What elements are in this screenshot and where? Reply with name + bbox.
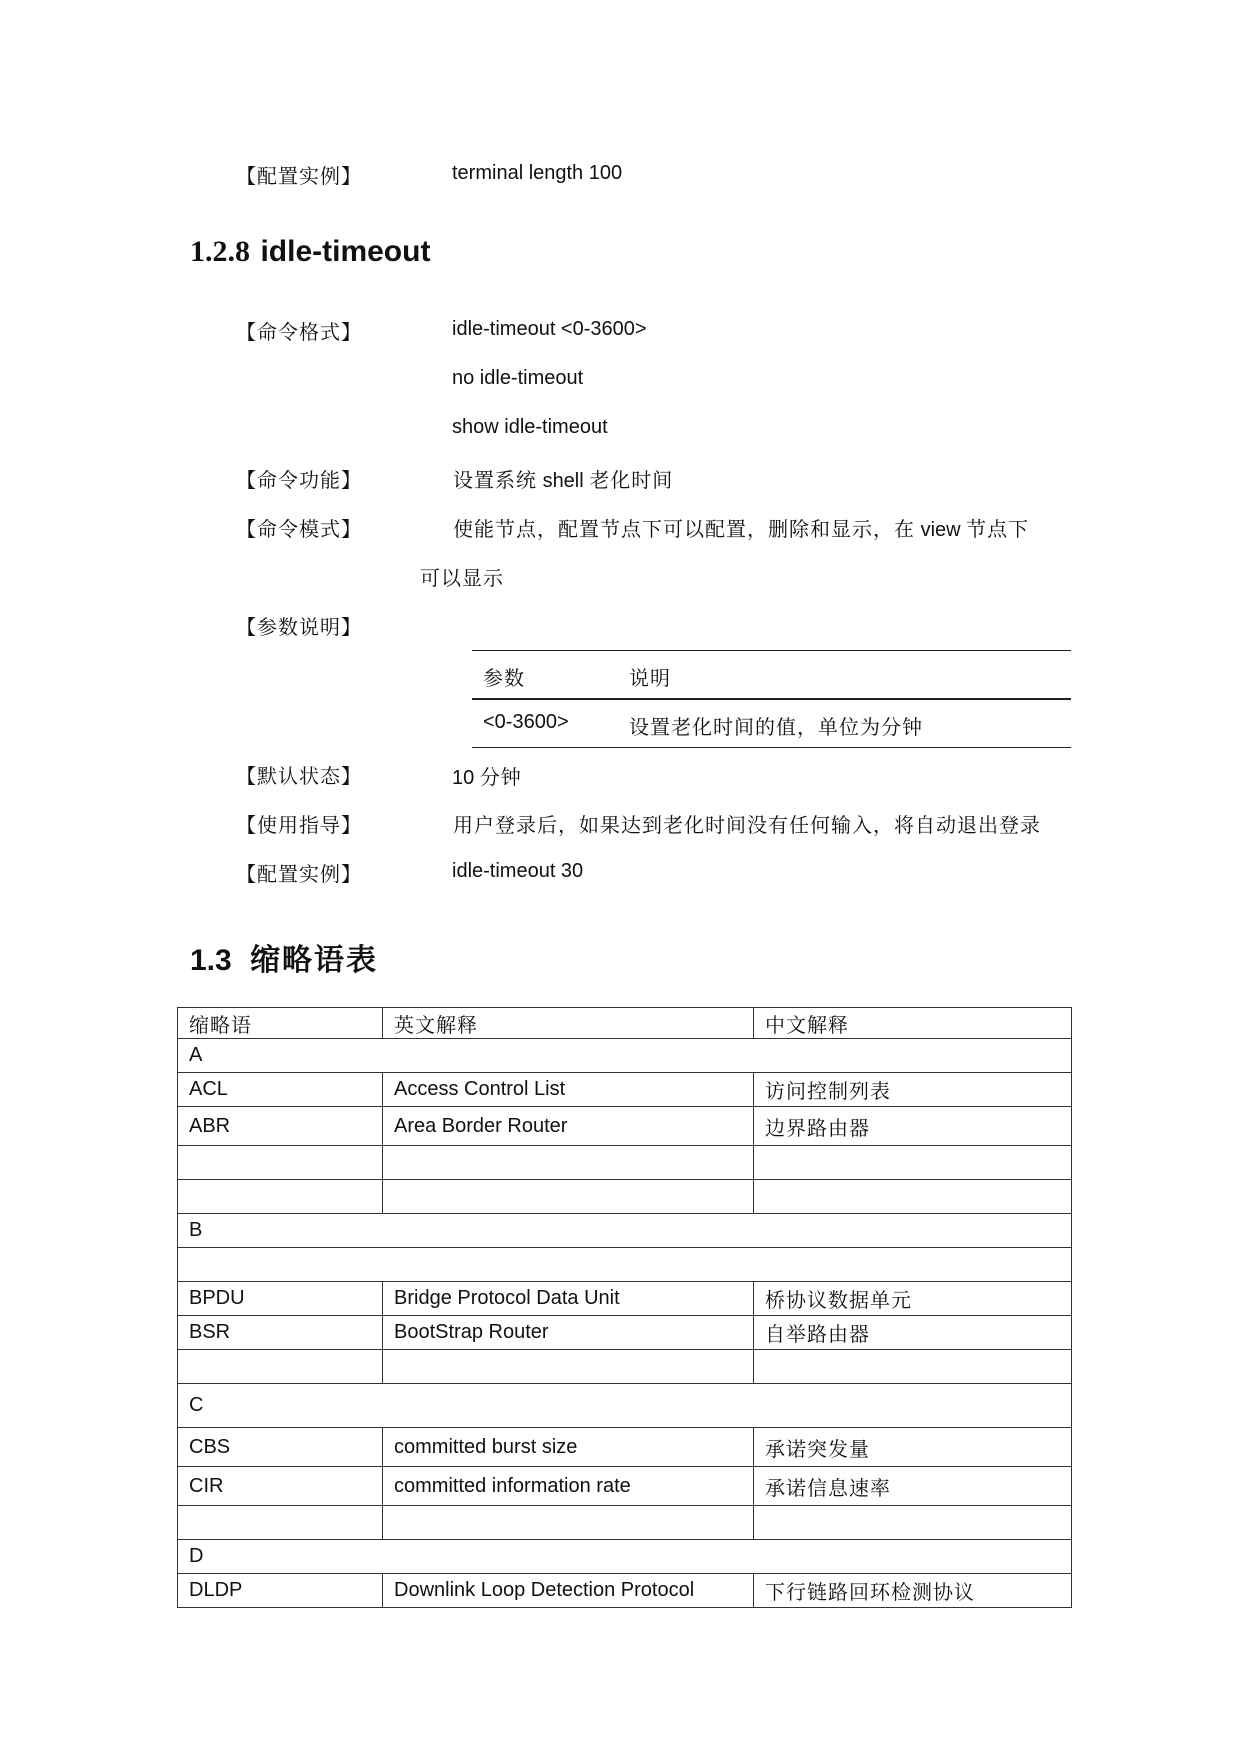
abbr-term — [178, 1180, 383, 1214]
abbr-chinese: 自举路由器 — [754, 1316, 1072, 1350]
param-description: 设置老化时间的值，单位为分钟 — [629, 715, 923, 739]
abbr-english: BootStrap Router — [383, 1316, 754, 1350]
abbr-header-cell: 缩略语 — [178, 1008, 383, 1039]
abbr-english: Area Border Router — [383, 1107, 754, 1146]
table-row — [178, 1180, 1072, 1214]
abbr-chinese: 访问控制列表 — [754, 1073, 1072, 1107]
abbr-english — [383, 1146, 754, 1180]
table-row — [178, 1467, 1072, 1506]
abbr-term — [178, 1146, 383, 1180]
default-state-label: 【默认状态】 — [236, 764, 362, 788]
abbr-group-row — [178, 1384, 1072, 1428]
abbr-chinese: 边界路由器 — [754, 1107, 1072, 1146]
param-name: <0-3600> — [483, 711, 569, 733]
table-row — [178, 1428, 1072, 1467]
abbr-header-cell: 英文解释 — [383, 1008, 754, 1039]
abbr-group-row — [178, 1248, 1072, 1282]
abbr-term: ABR — [178, 1107, 383, 1146]
abbr-header-cell: 中文解释 — [754, 1008, 1072, 1039]
abbr-group-letter: A — [178, 1039, 1072, 1073]
abbr-group-row — [178, 1540, 1072, 1574]
abbr-chinese — [754, 1350, 1072, 1384]
command-mode-text-cont: 可以显示 — [420, 566, 504, 590]
abbr-chinese: 桥协议数据单元 — [754, 1282, 1072, 1316]
abbr-english — [383, 1350, 754, 1384]
abbr-group-letter — [178, 1248, 1072, 1282]
abbr-term: CIR — [178, 1467, 383, 1506]
abbr-english — [383, 1506, 754, 1540]
table-row — [178, 1282, 1072, 1316]
abbreviation-table — [177, 1007, 1072, 1608]
section-number: 1.2.8 — [190, 235, 250, 268]
config-example-value-top: terminal length 100 — [452, 162, 623, 184]
section-heading-1-3 — [190, 935, 378, 979]
abbr-group-letter: D — [178, 1540, 1072, 1574]
abbr-group-letter: C — [178, 1384, 1072, 1428]
command-mode-label: 【命令模式】 — [236, 517, 362, 541]
abbr-group-letter: B — [178, 1214, 1072, 1248]
section-title: 缩略语表 — [250, 943, 379, 978]
command-function-text: 设置系统 shell 老化时间 — [453, 468, 674, 492]
abbr-term: BSR — [178, 1316, 383, 1350]
abbr-group-row — [178, 1214, 1072, 1248]
abbr-table-header — [178, 1008, 1072, 1039]
table-row — [178, 1350, 1072, 1384]
usage-guide-label: 【使用指导】 — [236, 813, 362, 837]
config-example-value: idle-timeout 30 — [452, 860, 584, 882]
abbr-term: CBS — [178, 1428, 383, 1467]
abbr-english: Access Control List — [383, 1073, 754, 1107]
command-format-line: show idle-timeout — [452, 416, 608, 438]
table-row — [178, 1073, 1072, 1107]
default-state-value: 10 分钟 — [452, 765, 522, 789]
abbr-english — [383, 1180, 754, 1214]
command-format-label: 【命令格式】 — [236, 320, 362, 344]
abbr-chinese — [754, 1146, 1072, 1180]
section-title: idle-timeout — [260, 235, 431, 268]
abbr-chinese: 下行链路回环检测协议 — [754, 1574, 1072, 1608]
abbr-english: Downlink Loop Detection Protocol — [383, 1574, 754, 1608]
param-table — [472, 650, 1071, 748]
abbr-term — [178, 1350, 383, 1384]
table-row — [178, 1506, 1072, 1540]
section-number: 1.3 — [190, 944, 232, 977]
abbr-english: committed information rate — [383, 1467, 754, 1506]
abbr-term — [178, 1506, 383, 1540]
table-row — [178, 1146, 1072, 1180]
abbr-chinese: 承诺突发量 — [754, 1428, 1072, 1467]
command-format-line: no idle-timeout — [452, 367, 584, 389]
command-function-label: 【命令功能】 — [236, 468, 362, 492]
abbr-chinese: 承诺信息速率 — [754, 1467, 1072, 1506]
usage-guide-text: 用户登录后，如果达到老化时间没有任何输入，将自动退出登录 — [453, 813, 1041, 837]
param-header-name: 参数 — [483, 666, 525, 690]
abbr-english: committed burst size — [383, 1428, 754, 1467]
abbr-term: ACL — [178, 1073, 383, 1107]
param-table-header — [472, 651, 1071, 698]
param-desc-label: 【参数说明】 — [236, 615, 362, 639]
abbr-english: Bridge Protocol Data Unit — [383, 1282, 754, 1316]
param-header-desc: 说明 — [629, 666, 671, 690]
abbr-term: DLDP — [178, 1574, 383, 1608]
table-row — [178, 1316, 1072, 1350]
abbr-group-row — [178, 1039, 1072, 1073]
table-rule — [472, 747, 1071, 748]
config-example-label-top: 【配置实例】 — [236, 164, 362, 188]
command-format-line: idle-timeout <0-3600> — [452, 318, 647, 340]
section-heading-1-2-8 — [190, 234, 430, 269]
param-table-row — [472, 700, 1071, 747]
table-row — [178, 1107, 1072, 1146]
abbr-chinese — [754, 1180, 1072, 1214]
abbr-chinese — [754, 1506, 1072, 1540]
table-row — [178, 1574, 1072, 1608]
abbr-term: BPDU — [178, 1282, 383, 1316]
config-example-label: 【配置实例】 — [236, 862, 362, 886]
command-mode-text: 使能节点，配置节点下可以配置，删除和显示，在 view 节点下 — [453, 517, 1030, 541]
